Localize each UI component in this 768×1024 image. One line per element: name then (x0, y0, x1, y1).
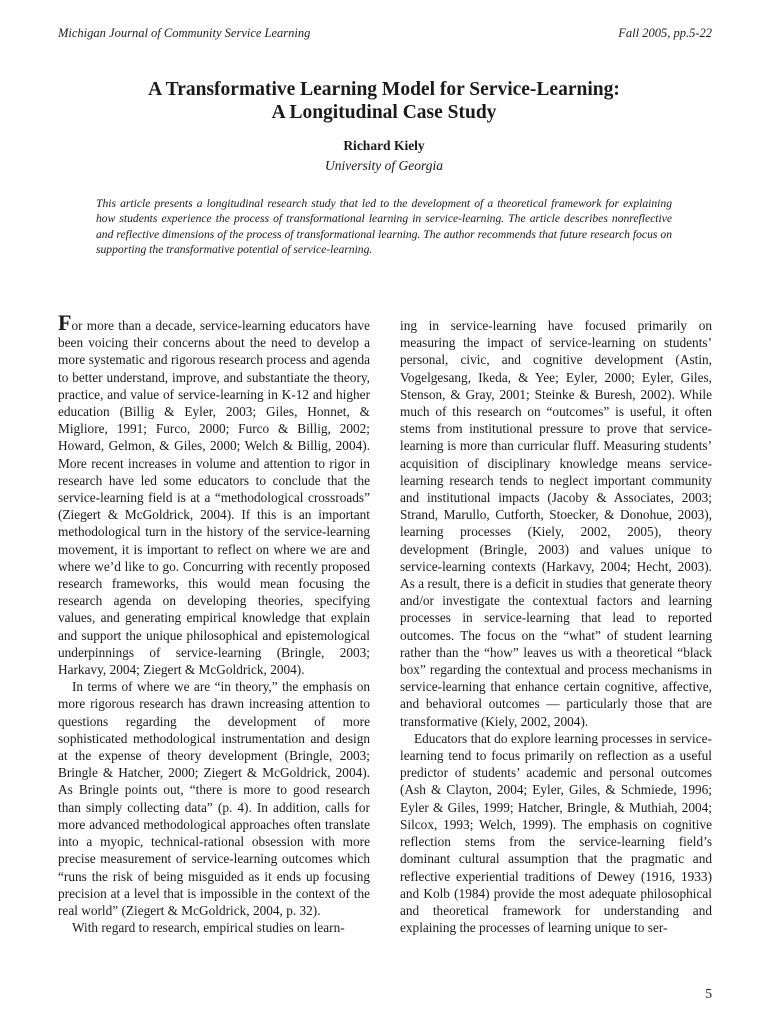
journal-name: Michigan Journal of Community Service Learning (58, 26, 311, 40)
author-name: Richard Kiely (343, 138, 425, 153)
paragraph: Educators that do explore learning processes in service-learning tend to focus primarily on reflection as a useful predictor of students’ academic and personal outcomes (Ash & Clayton, 2004; Eyler, Giles, & Schmiede, 1996; Eyler & Giles, 1999; Hatcher, Bringle, & Muthiah, 2004; Silcox, 1993; Welch, 1999). The emphasis on cognitive reflection stems from the service-learning field’s dominant cultural assumption that the pragmatic and reflective experiential traditions of Dewey (1916, 1933) and Kolb (1984) provide the most adequate philosophical and theoretical framework for understanding and explaining the processes of learning unique to ser- (400, 730, 712, 936)
body-column-left (58, 310, 370, 936)
author-affiliation: University of Georgia (325, 158, 443, 173)
title-line-2: A Longitudinal Case Study (271, 102, 497, 123)
issue-pages: Fall 2005, pp.5-22 (618, 26, 712, 40)
drop-cap: F (58, 310, 72, 335)
title-line-1: A Transformative Learning Model for Service-Learning: (148, 79, 620, 100)
paragraph-text: or more than a decade, service-learning educators have been voicing their concerns about the need to develop a more systematic and rigorous research process and agenda to better understand, improve, and substantiate the theory, practice, and value of service-learning in K-12 and higher education (Billig & Eyler, 2003; Giles, Honnet, & Migliore, 1991; Furco, 2000; Furco & Billig, 2002; Howard, Gelmon, & Giles, 2000; Welch & Billig, 2004). More recent increases in volume and attention to rigor in research have led some educators to conclude that the service-learning field is at a “methodological crossroads” (Ziegert & McGoldrick, 2004). If this is an important methodological turn in the history of the service-learning movement, it is important to reflect on where we are and where we’d like to go. Concurring with recently proposed research frameworks, this would mean focusing the research agenda on developing theories, specifying values, and generating empirical knowledge that explain and support the unique philosophical and epistemological underpinnings of service-learning (Bringle, 2003; Harkavy, 2004; Ziegert & McGoldrick, 2004). (58, 318, 370, 678)
paragraph (58, 310, 370, 678)
paragraph: With regard to research, empirical studies on learn- (72, 920, 345, 936)
title-block (0, 78, 768, 174)
paragraph: ing in service-learning have focused primarily on measuring the impact of service-learning on students’ personal, civic, and cognitive development (Astin, Vogelgesang, Ikeda, & Yee; Eyler, 2000; Eyler, Giles, Stenson, & Gray, 2001; Steinke & Buresh, 2002). While much of this research on “outcomes” is useful, it often stems from institutional pressure to prove that service-learning is more than curricular fluff. Measuring students’ acquisition of disciplinary knowledge means service-learning research tends to neglect important community and institutional impacts (Jacoby & Associates, 2003; Strand, Marullo, Cutforth, Stoecker, & Donohue, 2003), learning processes (Kiely, 2002, 2005), theory development (Bringle, 2003) and values unique to service-learning contexts (Harkavy, 2004; Hecht, 2003). As a result, there is a deficit in studies that generate theory and/or investigate the contextual factors and learning processes in service-learning that lead to reported outcomes. The focus on the “what” of student learning rather than the “how” leaves us with a theoretical “black box” regarding the contextual and process mechanisms in service-learning that enhance certain cognitive, affective, and behavioral outcomes — particularly those that are transformative (Kiely, 2002, 2004). (400, 318, 712, 729)
abstract: This article presents a longitudinal research study that led to the development of a theoretical framework for explaining how students experience the process of transformational learning in service-learning. The article describes nonreflective and reflective dimensions of the process of transformational learning. The author recommends that future research focus on supporting the transformative potential of service-learning. (96, 197, 672, 257)
body-column-right (400, 317, 712, 936)
running-head (58, 26, 712, 41)
page-number: 5 (705, 986, 712, 1001)
article-title (0, 78, 768, 124)
paragraph: In terms of where we are “in theory,” the emphasis on more rigorous research has drawn increasing attention to questions regarding the development of more sophisticated methodological instrumentation and design at the expense of theory development (Bringle, 2003; Bringle & Hatcher, 2000; Ziegert & McGoldrick, 2004). As Bringle points out, “there is more to good research than simply collecting data” (p. 4). In addition, calls for more advanced methodological approaches often translate into a myopic, technical-rational obsession with more precise measurement of service-learning outcomes which “runs the risk of being misguided as it ends up focusing precision at a level that is impossible in the context of the real world” (Ziegert & McGoldrick, 2004, p. 32). (58, 679, 370, 918)
